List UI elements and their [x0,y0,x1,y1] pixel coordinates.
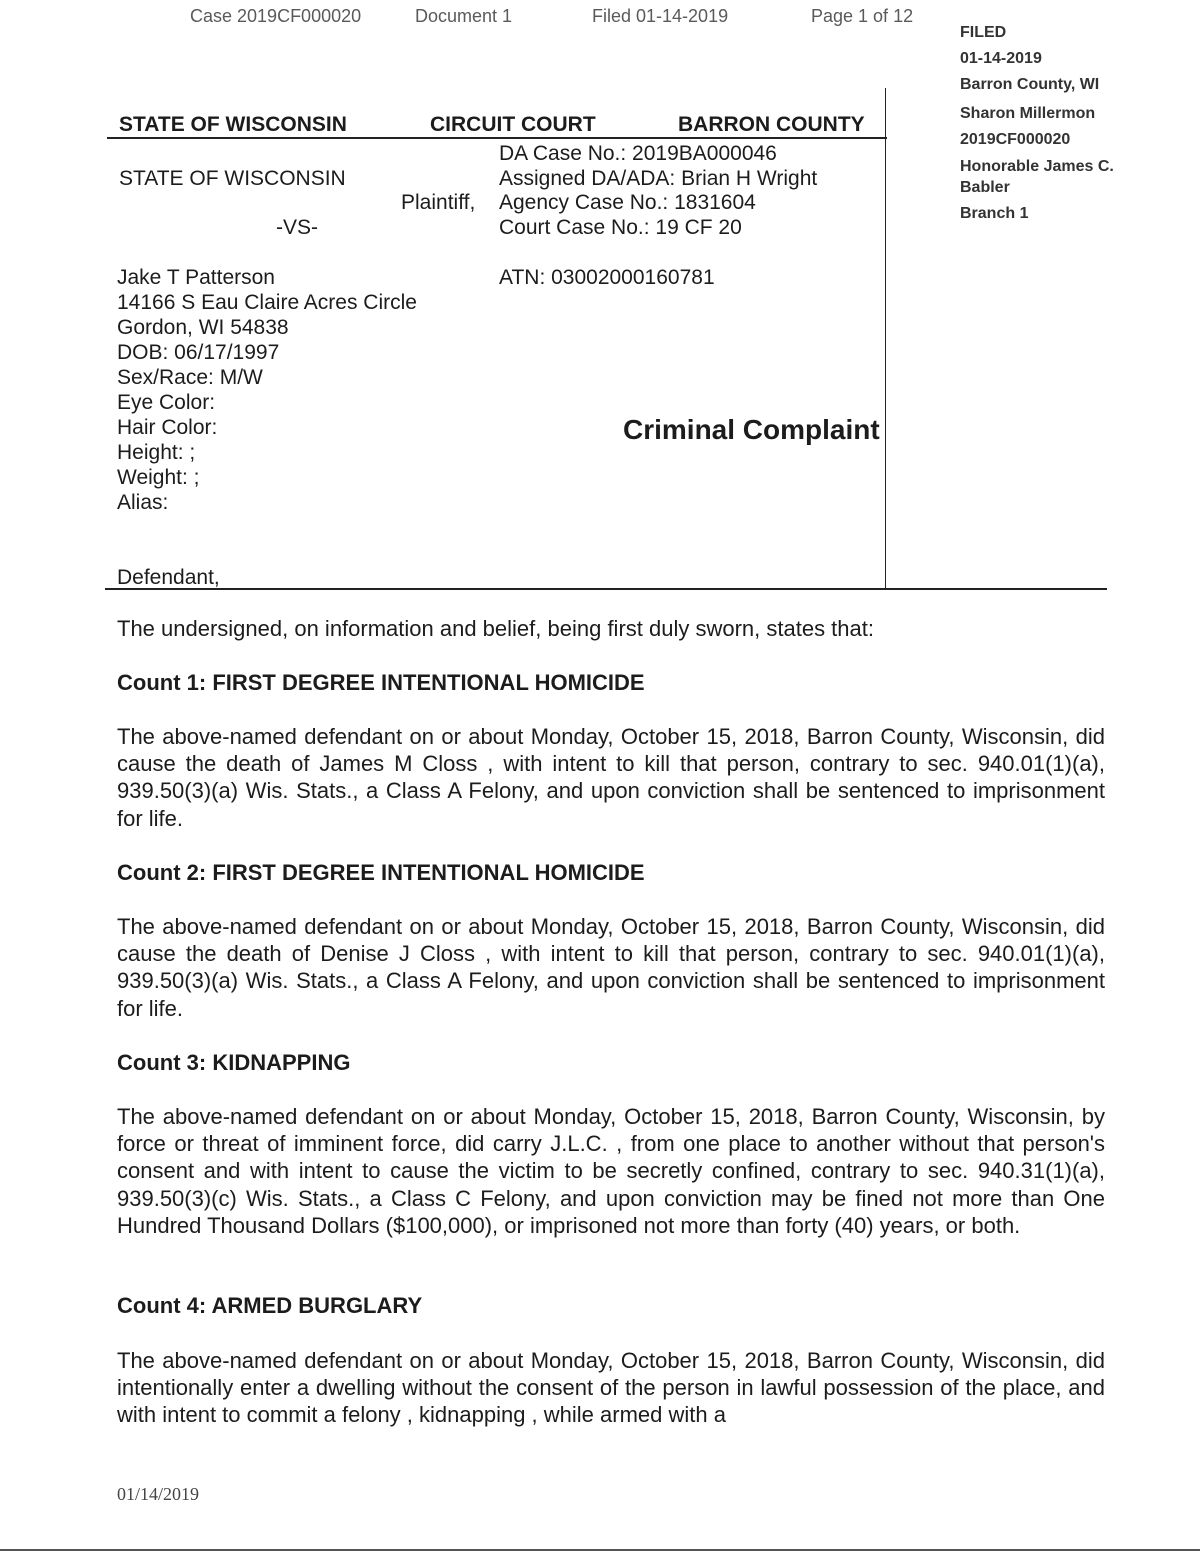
defendant-dob: DOB: 06/17/1997 [117,341,280,364]
count-1-text: The above-named defendant on or about Monday, October 15, 2018, Barron County, Wisconsin, did cause the death of James M Closs , with intent to kill that person, contrary to sec. 940.01(1)(a), 939.50(3)(a) Wis. Stats., a Class A Felony, and upon conviction shall be sentenced to imprisonment for life. [117,724,1105,831]
count-1-title: Count 1: FIRST DEGREE INTENTIONAL HOMICIDE [117,670,645,695]
defendant-address: 14166 S Eau Claire Acres Circle [117,291,417,314]
scan-edge-line [0,1549,1200,1551]
filed-stamp-date: 01-14-2019 [960,50,1042,67]
filed-stamp-clerk: Sharon Millermon [960,105,1096,122]
defendant-height: Height: ; [117,441,196,464]
filed-stamp-county: Barron County, WI [960,76,1100,93]
filed-stamp-case-number: 2019CF000020 [960,131,1071,148]
filed-stamp-status: FILED [960,24,1007,41]
filed-stamp-judge-surname: Babler [960,179,1010,196]
filed-stamp-judge: Honorable James C. [960,158,1114,175]
page-number-header: Page 1 of 12 [811,6,914,26]
caption-vertical-rule [885,88,886,590]
count-4-text: The above-named defendant on or about Monday, October 15, 2018, Barron County, Wisconsin, did intentionally enter a dwelling without the consent of the person in lawful possession of the place, and with intent to commit a felony , kidnapping , while armed with a [117,1348,1105,1428]
defendant-city: Gordon, WI 54838 [117,316,289,339]
document-number-header: Document 1 [415,6,513,26]
versus-label: -VS- [276,216,318,239]
da-case-number: DA Case No.: 2019BA000046 [499,142,777,165]
defendant-name: Jake T Patterson [117,266,275,289]
intro-statement: The undersigned, on information and belief, being first duly sworn, states that: [117,616,874,641]
caption-top-rule [107,137,887,139]
defendant-label: Defendant, [117,566,220,589]
count-4-title: Count 4: ARMED BURGLARY [117,1293,423,1318]
caption-state: STATE OF WISCONSIN [119,113,347,136]
count-2-text: The above-named defendant on or about Monday, October 15, 2018, Barron County, Wisconsin, did cause the death of Denise J Closs , with intent to kill that person, contrary to sec. 940.01(1)(a), 939.50(3)(a) Wis. Stats., a Class A Felony, and upon conviction shall be sentenced to imprisonment for life. [117,914,1105,1021]
defendant-eye-color: Eye Color: [117,391,216,414]
agency-case-number: Agency Case No.: 1831604 [499,191,756,214]
caption-court: CIRCUIT COURT [430,113,596,136]
document-title: Criminal Complaint [623,414,880,445]
count-3-text: The above-named defendant on or about Monday, October 15, 2018, Barron County, Wisconsin, by force or threat of imminent force, did carry J.L.C. , from one place to another without that person's consent and with intent to cause the victim to be secretly confined, contrary to sec. 940.31(1)(a), 939.50(3)(c) Wis. Stats., a Class C Felony, and upon conviction may be fined not more than One Hundred Thousand Dollars ($100,000), or imprisoned not more than forty (40) years, or both. [117,1104,1105,1238]
defendant-alias: Alias: [117,491,169,514]
plaintiff-name: STATE OF WISCONSIN [119,167,346,190]
defendant-hair-color: Hair Color: [117,416,218,439]
case-number-header: Case 2019CF000020 [190,6,362,26]
court-case-number: Court Case No.: 19 CF 20 [499,216,742,239]
assigned-da: Assigned DA/ADA: Brian H Wright [499,167,818,190]
caption-bottom-rule [105,588,1107,590]
filed-stamp-branch: Branch 1 [960,205,1029,222]
caption-county: BARRON COUNTY [678,113,865,136]
defendant-weight: Weight: ; [117,466,200,489]
plaintiff-label: Plaintiff, [401,191,476,214]
filed-date-header: Filed 01-14-2019 [592,6,729,26]
atn-number: ATN: 03002000160781 [499,266,715,289]
count-2-title: Count 2: FIRST DEGREE INTENTIONAL HOMICIDE [117,860,645,885]
footer-date: 01/14/2019 [117,1484,200,1504]
count-3-title: Count 3: KIDNAPPING [117,1050,351,1075]
defendant-sex-race: Sex/Race: M/W [117,366,263,389]
